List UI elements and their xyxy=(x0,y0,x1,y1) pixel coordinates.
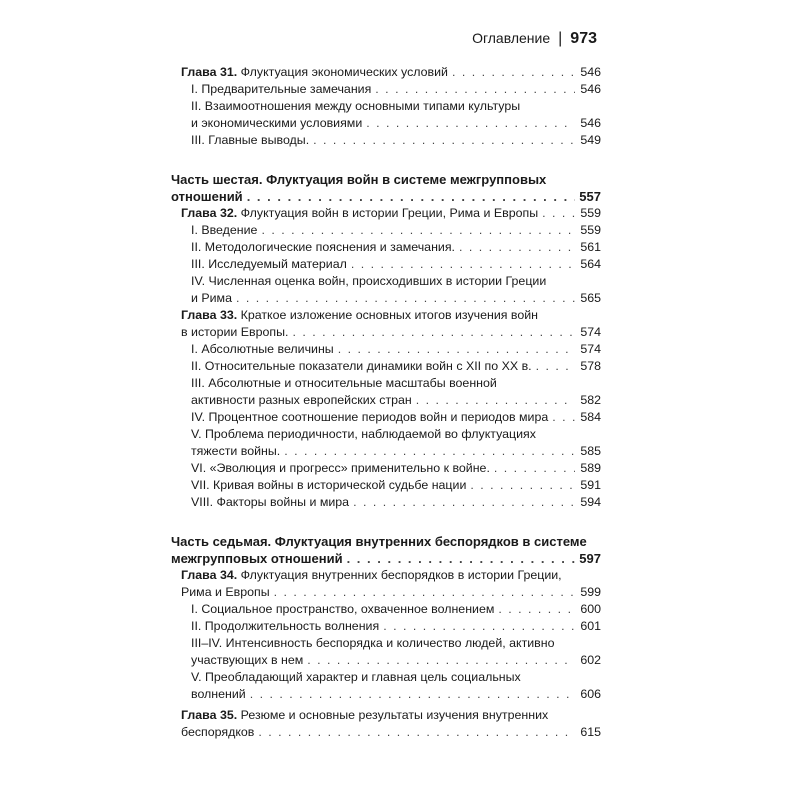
toc-entry-ch34-section-4[interactable] xyxy=(171,686,601,703)
page-ref: 615 xyxy=(580,725,601,739)
leader-dots xyxy=(351,256,575,273)
header-section-title: Оглавление xyxy=(472,30,551,46)
header-page-number: 973 xyxy=(570,30,597,47)
section-title: VII. Кривая войны в исторической судьбе нации xyxy=(191,478,467,492)
chapter-title-cont: беспорядков xyxy=(181,725,255,739)
section-title-cont: участвующих в нем xyxy=(191,653,304,667)
leader-dots xyxy=(375,81,575,98)
leader-dots xyxy=(452,64,575,81)
section-title-cont: волнений xyxy=(191,687,246,701)
leader-dots xyxy=(313,132,575,149)
chapter-label: Глава 33. xyxy=(181,308,238,322)
toc-part-6[interactable] xyxy=(171,188,601,205)
part-title-cont: отношений xyxy=(171,189,243,204)
header-separator: | xyxy=(558,30,563,47)
leader-dots xyxy=(292,324,575,341)
page-ref: 557 xyxy=(579,189,601,204)
page-ref: 561 xyxy=(580,240,601,254)
page-ref: 574 xyxy=(580,342,601,356)
toc-entry-ch32-section-2[interactable] xyxy=(171,239,601,256)
page-ref: 597 xyxy=(579,551,601,566)
section-title: II. Методологические пояснения и замечания. xyxy=(191,240,455,254)
page-ref: 578 xyxy=(580,359,601,373)
leader-dots xyxy=(459,239,575,256)
part-title-cont: межгрупповых отношений xyxy=(171,551,343,566)
page-ref: 546 xyxy=(580,65,601,79)
chapter-label: Глава 35. xyxy=(181,708,238,722)
toc-entry-chapter-34[interactable] xyxy=(171,584,601,601)
toc-entry-chapter-33[interactable] xyxy=(171,324,601,341)
toc-entry-ch34-section-4-line1[interactable]: V. Преобладающий характер и главная цель социальных xyxy=(191,670,521,684)
toc-entry-ch34-section-2[interactable] xyxy=(171,618,601,635)
page-ref: 546 xyxy=(580,82,601,96)
page-ref: 589 xyxy=(580,461,601,475)
leader-dots xyxy=(470,477,575,494)
toc-entry-chapter-33-line1[interactable] xyxy=(171,307,601,324)
toc-entry-ch31-section-2[interactable] xyxy=(171,115,601,132)
section-title: I. Абсолютные величины xyxy=(191,342,334,356)
leader-dots xyxy=(261,222,575,239)
toc-entry-chapter-32[interactable] xyxy=(171,205,601,222)
toc-entry-chapter-35[interactable] xyxy=(171,724,601,741)
section-title-cont: и экономическими условиями xyxy=(191,116,363,130)
section-title-cont: тяжести войны. xyxy=(191,444,281,458)
toc-entry-ch32-section-4[interactable] xyxy=(171,290,601,307)
toc-entry-ch33-section-5-line1[interactable]: V. Проблема периодичности, наблюдаемой во флуктуациях xyxy=(191,427,536,441)
chapter-title-cont: в истории Европы. xyxy=(181,325,289,339)
leader-dots xyxy=(307,652,575,669)
page-ref: 564 xyxy=(580,257,601,271)
leader-dots xyxy=(552,409,575,426)
toc-entry-ch31-section-2-line1[interactable]: II. Взаимоотношения между основными типами культуры xyxy=(191,99,521,113)
page-ref: 606 xyxy=(580,687,601,701)
toc-entry-ch33-section-3[interactable] xyxy=(171,392,601,409)
toc-entry-ch32-section-3[interactable] xyxy=(171,256,601,273)
section-title: III. Исследуемый материал xyxy=(191,257,347,271)
toc-entry-ch33-section-2[interactable] xyxy=(171,358,601,375)
section-title: I. Предварительные замечания xyxy=(191,82,372,96)
leader-dots xyxy=(416,392,575,409)
toc-entry-ch34-section-1[interactable] xyxy=(171,601,601,618)
page-ref: 559 xyxy=(580,206,601,220)
page-ref: 585 xyxy=(580,444,601,458)
page-ref: 594 xyxy=(580,495,601,509)
toc-entry-chapter-35-line1[interactable] xyxy=(171,707,601,724)
leader-dots xyxy=(542,205,575,222)
leader-dots xyxy=(366,115,575,132)
toc-entry-ch33-section-3-line1[interactable]: III. Абсолютные и относительные масштабы военной xyxy=(191,376,497,390)
table-of-contents xyxy=(171,64,601,741)
toc-part-7[interactable] xyxy=(171,550,601,567)
leader-dots xyxy=(498,601,575,618)
section-title: III. Главные выводы. xyxy=(191,133,310,147)
section-title: I. Социальное пространство, охваченное волнением xyxy=(191,602,495,616)
toc-entry-ch33-section-4[interactable] xyxy=(171,409,601,426)
page-ref: 600 xyxy=(580,602,601,616)
page-ref: 582 xyxy=(580,393,601,407)
section-title: I. Введение xyxy=(191,223,258,237)
toc-entry-chapter-31[interactable] xyxy=(171,64,601,81)
leader-dots xyxy=(250,686,575,703)
chapter-title: Краткое изложение основных итогов изучения войн xyxy=(240,308,539,322)
toc-entry-ch33-section-1[interactable] xyxy=(171,341,601,358)
chapter-title: Флуктуация войн в истории Греции, Рима и Европы xyxy=(240,206,539,220)
toc-entry-ch32-section-1[interactable] xyxy=(171,222,601,239)
leader-dots xyxy=(274,584,575,601)
page-ref: 549 xyxy=(580,133,601,147)
leader-dots xyxy=(258,724,575,741)
toc-entry-ch33-section-8[interactable] xyxy=(171,494,601,511)
page-ref: 565 xyxy=(580,291,601,305)
page-ref: 584 xyxy=(580,410,601,424)
section-title: VI. «Эволюция и прогресс» применительно к войне. xyxy=(191,461,490,475)
section-title: II. Относительные показатели динамики войн с XII по XX в. xyxy=(191,359,532,373)
toc-entry-ch33-section-5[interactable] xyxy=(171,443,601,460)
leader-dots xyxy=(353,494,575,511)
page-ref: 599 xyxy=(580,585,601,599)
section-title: VIII. Факторы войны и мира xyxy=(191,495,350,509)
toc-entry-ch31-section-1[interactable] xyxy=(171,81,601,98)
chapter-title: Флуктуация экономических условий xyxy=(240,65,448,79)
section-title: IV. Процентное соотношение периодов войн и периодов мира xyxy=(191,410,549,424)
leader-dots xyxy=(383,618,575,635)
page-ref: 591 xyxy=(580,478,601,492)
running-header xyxy=(472,30,597,48)
toc-entry-ch32-section-4-line1[interactable]: IV. Численная оценка войн, происходивших в истории Греции xyxy=(191,274,547,288)
toc-entry-ch34-section-3[interactable] xyxy=(171,652,601,669)
toc-part-7-line1[interactable]: Часть седьмая. Флуктуация внутренних беспорядков в системе xyxy=(171,534,587,549)
leader-dots xyxy=(494,460,575,477)
page-ref: 602 xyxy=(580,653,601,667)
chapter-label: Глава 31. xyxy=(181,65,238,79)
page-ref: 601 xyxy=(580,619,601,633)
toc-entry-ch31-section-3[interactable] xyxy=(171,132,601,149)
section-title: II. Продолжительность волнения xyxy=(191,619,380,633)
leader-dots xyxy=(247,188,575,205)
page-ref: 546 xyxy=(580,116,601,130)
leader-dots xyxy=(347,550,575,567)
chapter-label: Глава 32. xyxy=(181,206,238,220)
page-ref: 574 xyxy=(580,325,601,339)
toc-entry-ch34-section-3-line1[interactable]: III–IV. Интенсивность беспорядка и количество людей, активно xyxy=(191,636,555,650)
toc-entry-chapter-34-line1[interactable] xyxy=(171,567,601,584)
leader-dots xyxy=(236,290,575,307)
chapter-title: Флуктуация внутренних беспорядков в истории Греции, xyxy=(240,568,562,582)
page-ref: 559 xyxy=(580,223,601,237)
leader-dots xyxy=(338,341,575,358)
leader-dots xyxy=(284,443,575,460)
chapter-label: Глава 34. xyxy=(181,568,238,582)
leader-dots xyxy=(536,358,575,375)
section-title-cont: и Рима xyxy=(191,291,232,305)
toc-entry-ch33-section-7[interactable] xyxy=(171,477,601,494)
chapter-title: Резюме и основные результаты изучения внутренних xyxy=(240,708,549,722)
section-title-cont: активности разных европейских стран xyxy=(191,393,412,407)
toc-entry-ch33-section-6[interactable] xyxy=(171,460,601,477)
chapter-title-cont: Рима и Европы xyxy=(181,585,270,599)
toc-part-6-line1[interactable]: Часть шестая. Флуктуация войн в системе межгрупповых xyxy=(171,172,547,187)
